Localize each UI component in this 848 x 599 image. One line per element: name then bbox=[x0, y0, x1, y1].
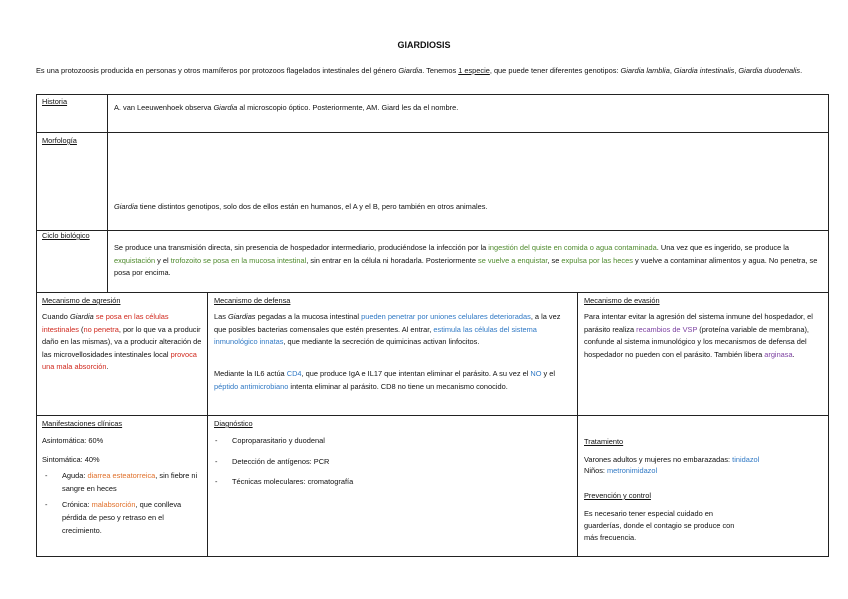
morfologia-row bbox=[36, 132, 829, 231]
morfologia-text: Giardia tiene distintos genotipos, solo dos de ellos están en humanos, el A y el B, pero también en otros animales. bbox=[114, 202, 488, 211]
evasion-text: Para intentar evitar la agresión del sistema inmune del hospedador, el parásito realiza recambios de VSP (proteína variable de membrana), confunde al sistema inmunológico y los mecanismos de defensa del hospedador no pueden con el parásito. También libera arginasa. bbox=[584, 312, 813, 359]
diagnostico-content bbox=[212, 435, 568, 489]
manifestaciones-label: Manifestaciones clínicas bbox=[42, 419, 123, 428]
ciclo-label: Ciclo biológico bbox=[42, 231, 90, 240]
document-title: GIARDIOSIS bbox=[397, 40, 451, 50]
list-item: - Crónica: malabsorción, que conlleva pérdida de peso y retraso en el crecimiento. bbox=[42, 499, 204, 537]
historia-label: Historia bbox=[42, 97, 68, 106]
tratamiento-label: Tratamiento bbox=[584, 437, 624, 446]
intro-paragraph: Es una protozoosis producida en personas y otros mamíferos por protozoos flagelados intestinales del género Giardia. Tenemos 1 especie, que puede tener diferentes genotipos: Giardia lamblia, Giardia intestinalis, Giardia duodenalis. bbox=[36, 66, 803, 75]
tratamiento-ninos: Niños: metronimidazol bbox=[584, 466, 658, 475]
ciclo-text: Se produce una transmisión directa, sin presencia de hospedador intermediario, produciéndose la infección por la ingestión del quiste en comida o agua contaminada. Una vez que es ingerido, se produce la exquistación y el trofozoito se posa en la mucosa intestinal, sin entrar en la célula ni horadarla. Posteriormente se vuelve a enquistar, se expulsa por las heces y vuelve a contaminar alimentos y agua. No penetra, se posa por encima. bbox=[114, 243, 818, 278]
defensa-label: Mecanismo de defensa bbox=[214, 296, 291, 305]
agresion-label: Mecanismo de agresión bbox=[42, 296, 121, 305]
agresion-text: Cuando Giardia se posa en las células intestinales (no penetra, por lo que va a producir daño en las mismas), va a producir alteración de las microvellosidades intestinales local provoca una mala absorción. bbox=[42, 312, 202, 372]
tratamiento-adultos: Varones adultos y mujeres no embarazadas: tinidazol bbox=[584, 455, 760, 464]
tratamiento-content bbox=[584, 454, 824, 476]
diagnostico-list bbox=[212, 435, 568, 489]
manifestaciones-list bbox=[42, 470, 204, 537]
diagnostico-label: Diagnóstico bbox=[214, 419, 253, 428]
defensa-text-2: Mediante la IL6 actúa CD4, que produce IgA e IL17 que intentan eliminar el parásito. A su vez el NO y el péptido antimicrobiano intenta eliminar al parásito. CD8 no tiene un mecanismo conocido. bbox=[214, 369, 556, 391]
prevencion-label: Prevención y control bbox=[584, 491, 651, 500]
defensa-text: Las Giardias pegadas a la mucosa intestinal pueden penetrar por uniones celulares deterioradas, a la vez que posibles bacterias comensales que estén presentes. Al entrar, estimula las células del sistema inmunológico innatas, que mediante la secreción de quimicinas activan linfocitos. bbox=[214, 312, 561, 347]
morfologia-label: Morfología bbox=[42, 136, 77, 145]
manifestaciones-content bbox=[42, 435, 204, 537]
historia-text: A. van Leeuwenhoek observa Giardia al microscopio óptico. Posteriormente, AM. Giard les da el nombre. bbox=[114, 103, 459, 112]
list-item: - Técnicas moleculares: cromatografía bbox=[212, 476, 568, 489]
list-item: - Detección de antígenos: PCR bbox=[212, 456, 568, 469]
list-item: - Coproparasitario y duodenal bbox=[212, 435, 568, 448]
prevencion-text: Es necesario tener especial cuidado en guarderías, donde el contagio se produce con más frecuencia. bbox=[584, 509, 735, 542]
evasion-label: Mecanismo de evasión bbox=[584, 296, 660, 305]
list-item: - Aguda: diarrea esteatorreica, sin fiebre ni sangre en heces bbox=[42, 470, 204, 495]
sintomatica-text: Sintomática: 40% bbox=[42, 454, 100, 464]
asintomatica-text: Asintomática: 60% bbox=[42, 436, 104, 445]
